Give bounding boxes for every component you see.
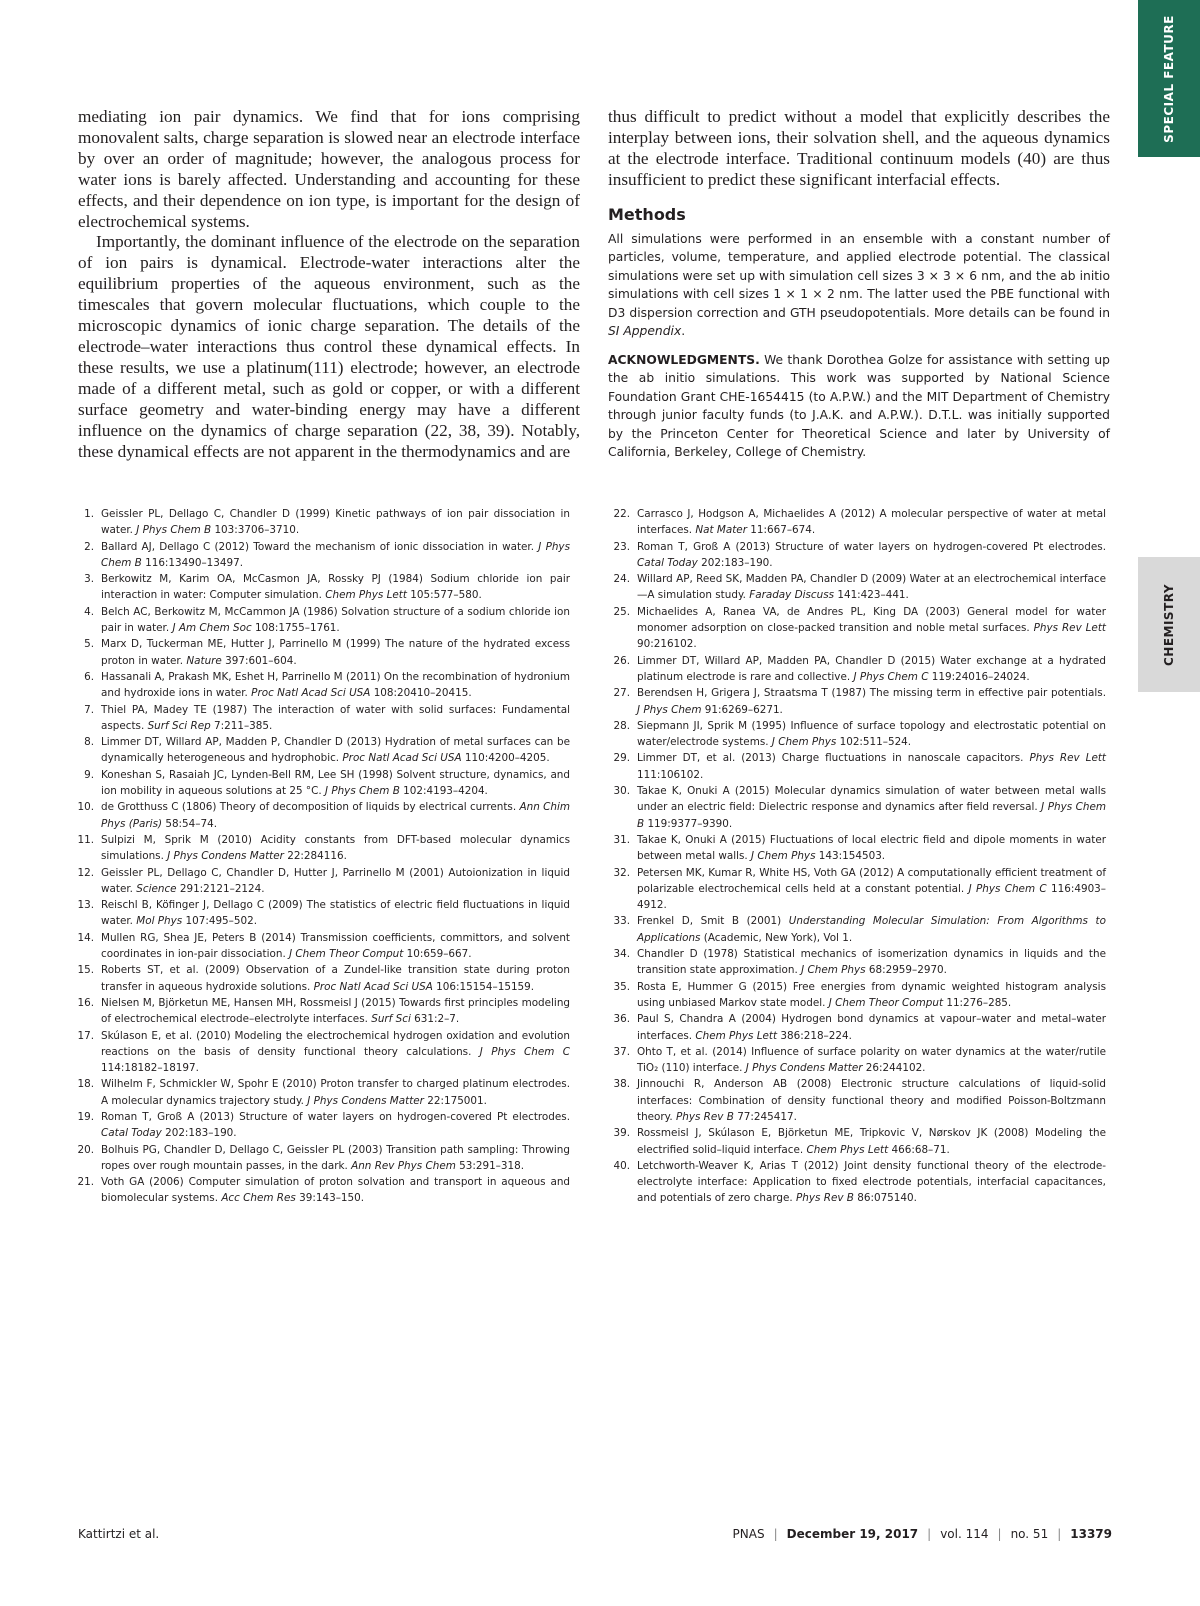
reference-journal: J Chem Phys: [751, 850, 816, 863]
reference-text: Wilhelm F, Schmickler W, Spohr E (2010) Proton transfer to charged platinum electrodes. A molecular dynamics trajectory study.: [101, 1078, 570, 1107]
reference-text: Limmer DT, Willard AP, Madden PA, Chandler D (2015) Water exchange at a hydrated platinum electrode is rare and collective.: [637, 654, 1106, 683]
reference-text: Roman T, Groß A (2013) Structure of water layers on hydrogen-covered Pt electrodes.: [637, 540, 1106, 553]
references-left: [70, 506, 570, 1207]
reference-text: Reischl B, Köfinger J, Dellago C (2009) The statistics of electric field fluctuations in liquid water.: [101, 899, 570, 928]
reference-number: 18.: [77, 1078, 94, 1091]
reference-journal: J Chem Theor Comput: [828, 996, 944, 1009]
reference-item: [606, 685, 1106, 718]
reference-item: [606, 750, 1106, 783]
reference-item: [70, 571, 570, 604]
separator: |: [927, 1527, 932, 1541]
reference-item: [70, 506, 570, 539]
reference-item: [606, 539, 1106, 572]
reference-journal: J Phys Chem B: [637, 801, 1106, 830]
reference-number: 28.: [613, 719, 630, 732]
reference-number: 31.: [613, 833, 630, 846]
reference-item: [70, 702, 570, 735]
separator: |: [1057, 1527, 1062, 1541]
reference-item: [70, 1174, 570, 1207]
reference-item: [70, 539, 570, 572]
reference-details: 105:577–580.: [406, 589, 482, 602]
reference-details: 26:244102.: [862, 1062, 926, 1075]
reference-text: Takae K, Onuki A (2015) Molecular dynamics simulation of water between metal walls under an electric field: Dielectric response and dynamics after field reversal.: [637, 785, 1106, 814]
reference-details: 108:1755–1761.: [251, 622, 340, 635]
reference-text: Rosta E, Hummer G (2015) Free energies from dynamic weighted histogram analysis using unbiased Markov state model.: [637, 980, 1106, 1009]
separator: |: [997, 1527, 1002, 1541]
reference-journal: J Phys Chem C: [968, 882, 1047, 895]
reference-text: Ballard AJ, Dellago C (2012) Toward the mechanism of ionic dissociation in water.: [101, 540, 539, 553]
reference-item: [606, 1076, 1106, 1125]
reference-journal: J Phys Chem C: [853, 670, 929, 683]
reference-journal: Proc Natl Acad Sci USA: [313, 980, 433, 993]
reference-details: 7:211–385.: [210, 719, 273, 732]
reference-journal: J Am Chem Soc: [172, 622, 252, 635]
reference-number: 21.: [77, 1176, 94, 1189]
reference-number: 11.: [77, 833, 94, 846]
reference-details: 68:2959–2970.: [865, 964, 947, 977]
reference-details: 107:495–502.: [182, 915, 258, 928]
reference-number: 37.: [613, 1045, 630, 1058]
reference-details: 386:218–224.: [777, 1029, 852, 1042]
reference-number: 38.: [613, 1078, 630, 1091]
page-number: 13379: [1070, 1527, 1112, 1541]
reference-item: [606, 653, 1106, 686]
reference-journal: Proc Natl Acad Sci USA: [342, 752, 462, 765]
reference-details: 114:18182–18197.: [101, 1062, 199, 1075]
reference-journal: Faraday Discuss: [749, 589, 835, 602]
reference-number: 6.: [84, 670, 94, 683]
methods-body: All simulations were performed in an ensemble with a constant number of particles, volume, temperature, and applied electrode potential. The classical simulations were set up with simulation cell sizes 3 × 3 × 6 nm, and the ab initio simulations with cell sizes 1 × 1 × 2 nm. The latter used the PBE functional with D3 dispersion correction and GTH pseudopotentials. More details can be found in: [608, 231, 1110, 320]
reference-details: 58:54–74.: [162, 817, 217, 830]
special-feature-label: SPECIAL FEATURE: [1162, 14, 1177, 143]
reference-details: 102:511–524.: [836, 736, 912, 749]
subject-tab: [1138, 557, 1200, 692]
reference-details: 86:075140.: [853, 1192, 917, 1205]
reference-journal: J Phys Chem C: [479, 1045, 571, 1058]
reference-number: 12.: [77, 866, 94, 879]
reference-text: Willard AP, Reed SK, Madden PA, Chandler D (2009) Water at an electrochemical interface—A simulation study.: [637, 573, 1106, 602]
reference-details: 116:4903–4912.: [637, 882, 1106, 912]
reference-journal: Catal Today: [101, 1127, 162, 1140]
reference-journal: Understanding Molecular Simulation: From Algorithms to Applications: [637, 915, 1106, 944]
reference-text: de Grotthuss C (1806) Theory of decomposition of liquids by electrical currents.: [101, 801, 520, 814]
reference-journal: J Phys Chem B: [324, 785, 400, 798]
reference-journal: Mol Phys: [136, 915, 183, 928]
reference-details: 11:667–674.: [746, 524, 816, 537]
reference-details: 77:245417.: [733, 1110, 797, 1123]
reference-text: Marx D, Tuckerman ME, Hutter J, Parrinello M (1999) The nature of the hydrated excess proton in water.: [101, 638, 570, 667]
reference-journal: J Chem Phys: [801, 964, 866, 977]
reference-details: 143:154503.: [815, 850, 886, 863]
reference-details: 466:68–71.: [888, 1143, 950, 1156]
reference-number: 24.: [613, 573, 630, 586]
reference-journal: J Phys Condens Matter: [167, 850, 284, 863]
reference-journal: Chem Phys Lett: [806, 1143, 889, 1156]
reference-item: [606, 1011, 1106, 1044]
reference-item: [606, 1044, 1106, 1077]
reference-text: Carrasco J, Hodgson A, Michaelides A (2012) A molecular perspective of water at metal interfaces.: [637, 508, 1106, 537]
reference-item: [70, 767, 570, 800]
reference-text: Jinnouchi R, Anderson AB (2008) Electronic structure calculations of liquid-solid interfaces: Combination of density functional theory and modified Poisson-Boltzmann theory.: [637, 1078, 1106, 1123]
reference-number: 32.: [613, 866, 630, 879]
separator: |: [773, 1527, 778, 1541]
reference-number: 3.: [84, 573, 94, 586]
reference-journal: Surf Sci Rep: [147, 719, 211, 732]
reference-details: 39:143–150.: [295, 1192, 365, 1205]
reference-item: [606, 506, 1106, 539]
reference-details: 631:2–7.: [410, 1013, 460, 1026]
methods-end: .: [681, 324, 686, 339]
reference-text: Berendsen H, Grigera J, Straatsma T (1987) The missing term in effective pair potentials.: [637, 687, 1106, 700]
volume: vol. 114: [940, 1527, 989, 1541]
reference-journal: J Phys Chem: [637, 703, 702, 716]
reference-text: Petersen MK, Kumar R, White HS, Voth GA (2012) A computationally efficient treatment of polarizable electrochemical cells held at a constant potential.: [637, 866, 1106, 895]
reference-text: Geissler PL, Dellago C, Chandler D, Hutter J, Parrinello M (2001) Autoionization in liquid water.: [101, 866, 570, 895]
reference-item: [70, 1076, 570, 1109]
reference-journal: J Phys Condens Matter: [307, 1094, 424, 1107]
reference-number: 20.: [77, 1143, 94, 1156]
reference-number: 9.: [84, 768, 94, 781]
reference-item: [606, 718, 1106, 751]
reference-details: (Academic, New York), Vol 1.: [700, 931, 853, 944]
footer-authors: Kattirtzi et al.: [78, 1527, 160, 1541]
reference-text: Hassanali A, Prakash MK, Eshet H, Parrinello M (2011) On the recombination of hydronium and hydroxide ions in water.: [101, 670, 570, 700]
reference-text: Koneshan S, Rasaiah JC, Lynden-Bell RM, Lee SH (1998) Solvent structure, dynamics, and ion mobility in aqueous solutions at 25 °C.: [101, 768, 570, 798]
reference-number: 8.: [84, 736, 94, 749]
reference-number: 30.: [613, 785, 630, 798]
reference-item: [70, 962, 570, 995]
reference-item: [606, 783, 1106, 832]
reference-details: 22:175001.: [423, 1094, 487, 1107]
reference-text: Frenkel D, Smit B (2001): [637, 915, 789, 928]
reference-journal: Acc Chem Res: [221, 1192, 296, 1205]
reference-details: 141:423–441.: [834, 589, 909, 602]
body-column-left: [78, 107, 580, 462]
reference-number: 1.: [84, 508, 94, 520]
references-right: [606, 506, 1106, 1207]
body-paragraph: thus difficult to predict without a model that explicitly describes the interplay between ions, their solvation shell, and the aqueous dynamics at the electrode interface. Traditional continuum models (40) are thus insufficient to predict these significant interfacial effects.: [608, 107, 1110, 189]
reference-item: [70, 995, 570, 1028]
reference-details: 202:183–190.: [697, 556, 773, 569]
reference-journal: Nat Mater: [695, 524, 747, 537]
reference-details: 90:216102.: [637, 638, 697, 651]
reference-number: 15.: [77, 964, 94, 977]
reference-number: 13.: [77, 899, 94, 912]
body-paragraph: Importantly, the dominant influence of the electrode on the separation of ion pairs is dynamical. Electrode-water interactions alter the equilibrium properties of the aqueous environment, such as the timescales that govern molecular fluctuations, which couple to the microscopic dynamics of ionic charge separation. The details of the electrode–water interactions thus control these dynamical effects. In these results, we use a platinum(111) electrode; however, an electrode made of a different metal, such as gold or copper, or with a different surface geometry and water-binding energy may have a different influence on the dynamics of charge separation (22, 38, 39). Notably, these dynamical effects are not apparent in the thermodynamics and are: [78, 232, 580, 461]
acknowledgments-heading: ACKNOWLEDGMENTS.: [608, 352, 760, 367]
reference-text: Berkowitz M, Karim OA, McCasmon JA, Rossky PJ (1984) Sodium chloride ion pair interaction in water: Computer simulation.: [101, 573, 570, 602]
reference-item: [606, 946, 1106, 979]
reference-item: [70, 930, 570, 963]
reference-text: Sulpizi M, Sprik M (2010) Acidity constants from DFT-based molecular dynamics simulations.: [101, 833, 570, 863]
reference-journal: Science: [136, 882, 177, 895]
reference-text: Thiel PA, Madey TE (1987) The interaction of water with solid surfaces: Fundamental aspects.: [101, 703, 570, 732]
reference-number: 33.: [613, 915, 630, 928]
si-appendix-link[interactable]: SI Appendix: [608, 324, 682, 339]
reference-details: 119:9377–9390.: [644, 817, 733, 830]
reference-item: [606, 604, 1106, 653]
reference-details: 119:24016–24024.: [928, 670, 1030, 683]
issue-date: December 19, 2017: [786, 1527, 919, 1541]
reference-number: 16.: [77, 996, 94, 1009]
reference-details: 116:13490–13497.: [141, 556, 244, 569]
reference-item: [606, 865, 1106, 914]
reference-text: Geissler PL, Dellago C, Chandler D (1999) Kinetic pathways of ion pair dissociation in water.: [101, 508, 570, 537]
methods-text: [608, 230, 1110, 341]
reference-journal: Ann Chim Phys (Paris): [101, 801, 570, 830]
reference-item: [70, 832, 570, 865]
reference-item: [606, 979, 1106, 1012]
reference-details: 91:6269–6271.: [701, 703, 783, 716]
reference-journal: Ann Rev Phys Chem: [351, 1159, 456, 1172]
reference-number: 36.: [613, 1013, 630, 1026]
reference-number: 7.: [84, 703, 94, 716]
reference-journal: Chem Phys Lett: [325, 589, 407, 602]
reference-journal: Phys Rev B: [675, 1110, 734, 1123]
reference-item: [70, 604, 570, 637]
reference-journal: Proc Natl Acad Sci USA: [251, 687, 371, 700]
reference-journal: Phys Rev B: [796, 1192, 854, 1205]
reference-item: [606, 1125, 1106, 1158]
reference-item: [70, 799, 570, 832]
reference-journal: J Phys Condens Matter: [745, 1062, 863, 1075]
reference-number: 35.: [613, 980, 630, 993]
reference-journal: J Chem Phys: [771, 736, 837, 749]
reference-number: 10.: [77, 801, 94, 814]
reference-details: 103:3706–3710.: [211, 524, 300, 537]
reference-number: 22.: [613, 508, 630, 520]
reference-journal: Surf Sci: [371, 1013, 411, 1026]
reference-text: Siepmann JI, Sprik M (1995) Influence of surface topology and electrostatic potential on water/electrode systems.: [637, 719, 1106, 749]
reference-number: 29.: [613, 752, 630, 765]
reference-text: Nielsen M, Björketun ME, Hansen MH, Rossmeisl J (2015) Towards first principles modeling of electrochemical electrode–electrolyte interfaces.: [101, 996, 570, 1026]
reference-item: [606, 913, 1106, 946]
reference-number: 4.: [84, 605, 94, 618]
reference-item: [70, 1028, 570, 1077]
reference-journal: Phys Rev Lett: [1029, 752, 1106, 765]
reference-text: Bolhuis PG, Chandler D, Dellago C, Geissler PL (2003) Transition path sampling: Throwing ropes over rough mountain passes, in the dark.: [101, 1143, 570, 1172]
reference-item: [70, 636, 570, 669]
reference-text: Letchworth-Weaver K, Arias T (2012) Joint density functional theory of the electrode-electrolyte interface: Application to fixed electrode potentials, interfacial capacitances, and potentials of zero charge.: [637, 1159, 1106, 1205]
reference-number: 40.: [613, 1159, 630, 1172]
acknowledgments-text: We thank Dorothea Golze for assistance with setting up the ab initio simulations. This work was supported by National Science Foundation Grant CHE-1654415 (to A.P.W.) and the MIT Department of Chemistry through junior faculty funds (to J.A.K. and A.P.W.). D.T.L. was initially supported by the Princeton Center for Theoretical Science and later by University of California, Berkeley, College of Chemistry.: [608, 352, 1110, 460]
subject-label: CHEMISTRY: [1162, 583, 1176, 666]
acknowledgments: [608, 351, 1110, 462]
reference-details: 202:183–190.: [161, 1127, 237, 1140]
reference-item: [606, 1158, 1106, 1207]
reference-text: Voth GA (2006) Computer simulation of proton solvation and transport in aqueous and biomolecular systems.: [101, 1176, 570, 1205]
reference-number: 27.: [613, 687, 630, 700]
journal-name: PNAS: [732, 1527, 765, 1541]
reference-text: Ohto T, et al. (2014) Influence of surface polarity on water dynamics at the water/rutile TiO₂ (110) interface.: [637, 1045, 1106, 1075]
reference-number: 17.: [77, 1029, 94, 1042]
reference-item: [70, 865, 570, 898]
reference-number: 26.: [613, 654, 630, 667]
reference-journal: J Chem Theor Comput: [289, 948, 404, 961]
reference-journal: J Phys Chem B: [101, 540, 570, 569]
reference-text: Michaelides A, Ranea VA, de Andres PL, King DA (2003) General model for water monomer adsorption on close-packed transition and noble metal surfaces.: [637, 605, 1106, 635]
reference-item: [70, 734, 570, 767]
reference-text: Paul S, Chandra A (2004) Hydrogen bond dynamics at vapour–water and metal–water interfaces.: [637, 1013, 1106, 1042]
reference-journal: Phys Rev Lett: [1033, 622, 1106, 635]
reference-journal: Catal Today: [637, 556, 698, 569]
reference-text: Limmer DT, et al. (2013) Charge fluctuations in nanoscale capacitors.: [637, 752, 1030, 765]
reference-details: 102:4193–4204.: [399, 785, 488, 798]
reference-number: 25.: [613, 605, 630, 618]
reference-item: [606, 832, 1106, 865]
reference-details: 11:276–285.: [943, 996, 1012, 1009]
reference-item: [606, 571, 1106, 604]
reference-details: 291:2121–2124.: [176, 882, 265, 895]
reference-text: Chandler D (1978) Statistical mechanics of isomerization dynamics in liquids and the transition state approximation.: [637, 948, 1106, 977]
reference-number: 23.: [613, 540, 630, 553]
reference-details: 10:659–667.: [403, 948, 472, 961]
special-feature-tab: [1138, 0, 1200, 157]
reference-details: 108:20410–20415.: [370, 687, 472, 700]
reference-item: [70, 897, 570, 930]
footer-citation: [733, 1527, 1112, 1541]
reference-journal: Chem Phys Lett: [695, 1029, 778, 1042]
reference-item: [70, 1142, 570, 1175]
methods-heading: Methods: [608, 204, 686, 224]
reference-text: Takae K, Onuki A (2015) Fluctuations of local electric field and dipole moments in water between metal walls.: [637, 833, 1106, 863]
reference-number: 34.: [613, 948, 630, 961]
issue-number: no. 51: [1010, 1527, 1049, 1541]
reference-text: Roberts ST, et al. (2009) Observation of a Zundel-like transition state during proton transfer in aqueous hydroxide solutions.: [101, 964, 570, 993]
reference-details: 110:4200–4205.: [461, 752, 550, 765]
body-column-right: [608, 107, 1110, 462]
reference-item: [70, 1109, 570, 1142]
reference-journal: J Phys Chem B: [136, 524, 212, 537]
reference-details: 53:291–318.: [455, 1159, 525, 1172]
reference-details: 106:15154–15159.: [432, 980, 535, 993]
body-paragraph: mediating ion pair dynamics. We find that for ions comprising monovalent salts, charge separation is slowed near an electrode interface by over an order of magnitude; however, the analogous process for water ions is barely affected. Understanding and accounting for these effects, and their dependence on ion type, is important for the design of electrochemical systems.: [78, 107, 580, 231]
reference-number: 39.: [613, 1127, 630, 1140]
reference-text: Skúlason E, et al. (2010) Modeling the electrochemical hydrogen oxidation and evolution reactions on the basis of density functional theory calculations.: [101, 1029, 570, 1058]
reference-details: 22:284116.: [283, 850, 347, 863]
reference-text: Roman T, Groß A (2013) Structure of water layers on hydrogen-covered Pt electrodes.: [101, 1110, 570, 1123]
reference-number: 19.: [77, 1110, 94, 1123]
reference-details: 397:601–604.: [221, 654, 297, 667]
reference-number: 5.: [84, 638, 94, 651]
reference-journal: Nature: [186, 654, 222, 667]
reference-text: Mullen RG, Shea JE, Peters B (2014) Transmission coefficients, committors, and solvent coordinates in ion-pair dissociation.: [101, 931, 570, 961]
reference-details: 111:106102.: [637, 768, 704, 781]
reference-text: Belch AC, Berkowitz M, McCammon JA (1986) Solvation structure of a sodium chloride ion pair in water.: [101, 605, 570, 635]
reference-item: [70, 669, 570, 702]
reference-number: 2.: [84, 540, 94, 553]
reference-number: 14.: [77, 931, 94, 944]
reference-text: Limmer DT, Willard AP, Madden P, Chandler D (2013) Hydration of metal surfaces can be dynamically heterogeneous and hydrophobic.: [101, 736, 570, 765]
reference-text: Rossmeisl J, Skúlason E, Björketun ME, Tripkovic V, Nørskov JK (2008) Modeling the electrified solid–liquid interface.: [637, 1127, 1106, 1156]
